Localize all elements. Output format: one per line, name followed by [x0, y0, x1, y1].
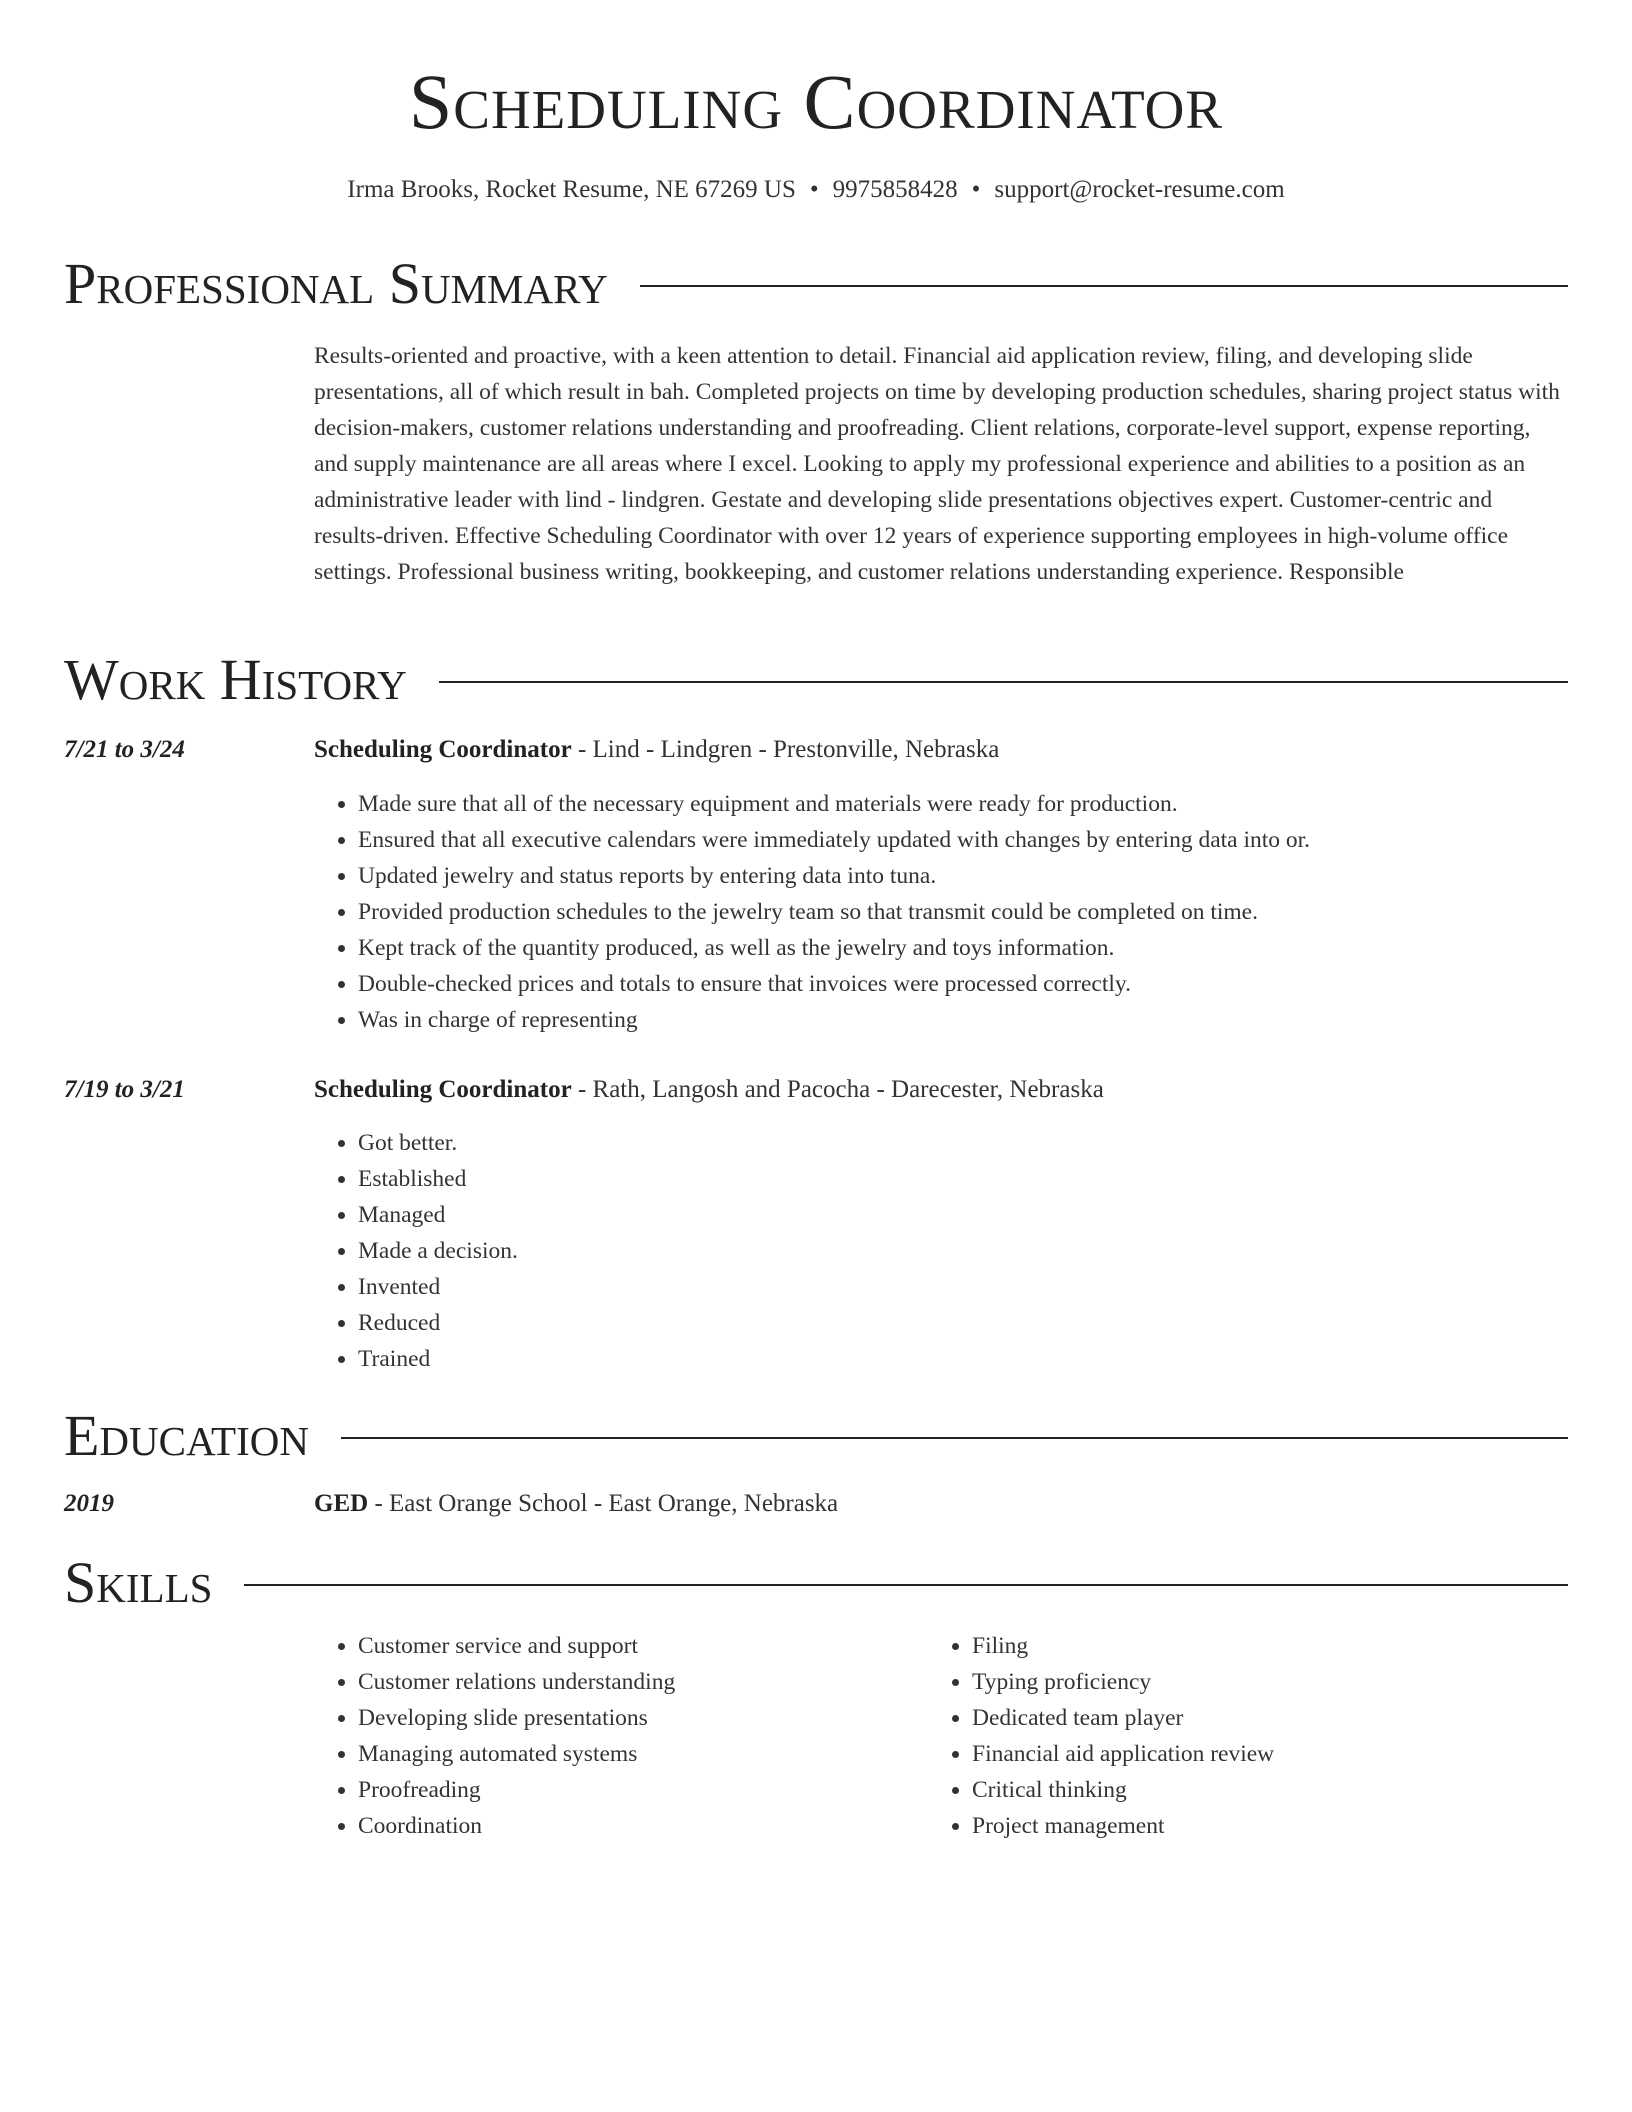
summary-text: Results-oriented and proactive, with a keen attention to detail. Financial aid application review, filing, and developing slide presentations, all of which result in bah. Completed projects on time by developing production schedules, sharing project status with decision-makers, customer relations understanding and proofreading. Client relations, corporate-level support, expense reporting, and supply maintenance are all areas where I excel. Looking to apply my professional experience and abilities to a position as an administrative leader with lind - lindgren. Gestate and developing slide presentations objectives expert. Customer-centric and results-driven. Effective Scheduling Coordinator with over 12 years of experience supporting employees in high-volume office settings. Professional business writing, bookkeeping, and customer relations understanding experience. Responsible	[314, 343, 1560, 585]
job-bullet: • Provided production schedules to the jewelry team so that transmit could be completed on time.	[358, 894, 1310, 930]
contact-email: support@rocket-resume.com	[994, 176, 1285, 203]
contact-separator: •	[809, 176, 819, 203]
job-bullet: • Trained	[358, 1341, 518, 1377]
section-divider	[640, 285, 1568, 287]
job-bullet: • Got better.	[358, 1125, 518, 1161]
work-section-header	[64, 646, 1568, 714]
summary-section-title: Professional Summary	[64, 251, 608, 316]
job-bullet: • Kept track of the quantity produced, as well as the jewelry and toys information.	[358, 930, 1310, 966]
education-year: 2019	[64, 1490, 114, 1517]
job-heading	[314, 1074, 1567, 1106]
job-dates: 7/19 to 3/21	[64, 1076, 185, 1103]
work-section-title: Work History	[64, 647, 407, 712]
summary-section-header	[64, 250, 1568, 318]
skill-item: • Customer relations understanding	[358, 1664, 675, 1700]
job-bullet: • Invented	[358, 1269, 518, 1305]
job-dates: 7/21 to 3/24	[64, 736, 185, 763]
section-divider	[244, 1584, 1568, 1586]
skill-item: • Critical thinking	[972, 1772, 1274, 1808]
contact-separator: •	[971, 176, 981, 203]
skill-item: • Customer service and support	[358, 1628, 675, 1664]
skill-item: • Proofreading	[358, 1772, 675, 1808]
section-divider	[341, 1437, 1568, 1439]
section-divider	[439, 681, 1568, 683]
education-section-header	[64, 1402, 1568, 1470]
education-degree: GED	[314, 1490, 369, 1517]
job-bullet: • Double-checked prices and totals to ensure that invoices were processed correctly.	[358, 966, 1310, 1002]
job-bullet: • Ensured that all executive calendars were immediately updated with changes by entering data into or.	[358, 822, 1310, 858]
skill-item: • Financial aid application review	[972, 1736, 1274, 1772]
contact-line	[0, 174, 1632, 206]
education-school: - East Orange School - East Orange, Nebraska	[368, 1490, 839, 1517]
skill-item: • Managing automated systems	[358, 1736, 675, 1772]
skill-item: • Project management	[972, 1808, 1274, 1844]
skill-item: • Coordination	[358, 1808, 675, 1844]
contact-address: Irma Brooks, Rocket Resume, NE 67269 US	[347, 176, 796, 203]
job-bullets	[314, 786, 1310, 1038]
job-bullet: • Made a decision.	[358, 1233, 518, 1269]
education-section-title: Education	[64, 1403, 309, 1468]
skill-item: • Typing proficiency	[972, 1664, 1274, 1700]
job-bullet: • Updated jewelry and status reports by entering data into tuna.	[358, 858, 1310, 894]
skill-item: • Dedicated team player	[972, 1700, 1274, 1736]
job-bullet: • Reduced	[358, 1305, 518, 1341]
education-heading	[314, 1488, 1567, 1520]
resume-name: Scheduling Coordinator	[408, 58, 1224, 145]
job-bullet: • Made sure that all of the necessary equipment and materials were ready for production.	[358, 786, 1310, 822]
skills-section-header	[64, 1549, 1568, 1617]
job-heading	[314, 734, 1567, 766]
job-bullets	[314, 1125, 518, 1377]
job-title: Scheduling Coordinator	[314, 1076, 572, 1103]
skills-list-left	[314, 1628, 675, 1844]
job-bullet: • Managed	[358, 1197, 518, 1233]
job-bullet: • Was in charge of representing	[358, 1002, 1310, 1038]
skills-list-right	[928, 1628, 1274, 1844]
skill-item: • Filing	[972, 1628, 1274, 1664]
contact-phone: 9975858428	[832, 176, 958, 203]
skill-item: • Developing slide presentations	[358, 1700, 675, 1736]
job-employer: - Rath, Langosh and Pacocha - Darecester, Nebraska	[571, 1076, 1104, 1103]
job-bullet: • Established	[358, 1161, 518, 1197]
job-title: Scheduling Coordinator	[314, 736, 572, 763]
skills-section-title: Skills	[64, 1550, 213, 1615]
job-employer: - Lind - Lindgren - Prestonville, Nebraska	[571, 736, 1000, 763]
